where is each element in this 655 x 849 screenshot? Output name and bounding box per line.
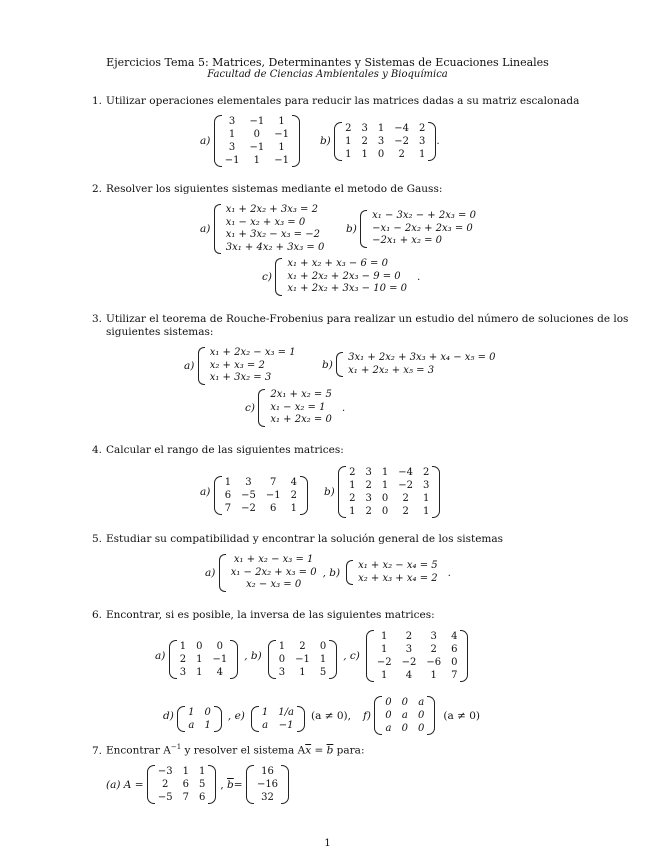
question-4-text: Calcular el rango de las siguientes matrices: [106, 444, 344, 456]
matrix-entry: 4 [405, 670, 413, 681]
matrix-entry: −1 [274, 155, 289, 166]
q7-system: (a) A = −3 1 1 2 6 5 −5 7 6 , $\overline{b}$ = 16 −16 32 [106, 765, 289, 804]
matrix-entry: 2 [179, 654, 187, 665]
matrix-entry: 1 [377, 122, 385, 134]
matrix-entry: 1 [381, 631, 388, 642]
equation: x₂ + x₃ + x₄ = 2 [358, 572, 438, 584]
question-4: 4. Calcular el rango de las siguientes matrices: [92, 444, 344, 456]
q3-system-c: c) 2x₁ + x₂ = 5 x₁ − x₂ = 1 x₁ + 2x₂ = 0 . [245, 389, 346, 425]
page-number: 1 [324, 838, 331, 849]
matrix-entry: 3 [430, 631, 437, 642]
q7-b-vector [246, 765, 289, 804]
question-5-text: Estudiar su compatibilidad y encontrar la solución general de los sistemas [106, 533, 504, 545]
matrix-entry: −2 [398, 480, 413, 491]
matrix-grid [155, 765, 209, 804]
q2-system-a: a) x₁ + 2x₂ + 3x₃ = 2 x₁ − x₂ + x₃ = 0 x₁ + 3x₂ − x₃ = −2 3x₁ + 4x₂ + 3x₃ = 0 [200, 204, 325, 253]
equation: x₁ + 3x₂ = 3 [209, 372, 272, 383]
q6-f-matrix [374, 696, 435, 735]
matrix-entry: −2 [401, 657, 417, 668]
matrix-entry: 1 [299, 667, 306, 678]
matrix-entry: 3 [228, 116, 236, 127]
matrix-entry: 1 [182, 766, 189, 777]
matrix-entry: a [401, 710, 408, 721]
matrix-entry: 6 [224, 489, 232, 501]
matrix-entry: 0 [278, 654, 286, 665]
matrix-entry: 2 [423, 467, 430, 478]
matrix-entry: −16 [256, 779, 279, 790]
matrix-entry: 0 [377, 148, 385, 160]
q6-b-matrix [268, 640, 338, 679]
equation: x₁ − x₂ = 1 [270, 401, 326, 413]
page-title: Ejercicios Tema 5: Matrices, Determinantes y Sistemas de Ecuaciones Lineales [106, 56, 549, 69]
question-1-text: Utilizar operaciones elementales para reducir las matrices dadas a su matriz escalonada [106, 95, 580, 107]
matrix-entry: 1 [196, 654, 203, 665]
matrix-entry: 1 [381, 670, 388, 681]
matrix-entry: 7 [451, 670, 458, 681]
q4-matrices: a) 1 3 7 4 6 −5 −1 2 7 −2 6 1 b) 2 3 1 −4 2 1 2 1 −2 3 2 3 0 2 1 1 2 0 2 1 [200, 466, 440, 518]
matrix-entry: 2 [299, 641, 306, 652]
q6-matrices-row-2: d) 1 0 a 1 , e) 1 1/a a −1 (a ≠ 0), f) 0 0 a 0 a 0 a 0 0 (a ≠ 0) [163, 697, 481, 734]
question-2-text: Resolver los siguientes sistemas mediante el metodo de Gauss: [106, 183, 443, 195]
matrix-entry: 2 [365, 506, 372, 517]
matrix-entry: −2 [241, 502, 256, 514]
matrix-entry: 3 [423, 480, 430, 491]
q2-system-c: c) x₁ + x₂ + x₃ − 6 = 0 x₁ + 2x₂ + 2x₃ − 9 = 0 x₁ + 2x₂ + 3x₃ − 10 = 0 . [262, 258, 421, 294]
matrix-entry: 1 [179, 641, 187, 652]
matrix-entry: 2 [365, 480, 372, 491]
matrix-entry: −1 [212, 654, 228, 665]
matrix-grid [185, 706, 214, 732]
equation-list [210, 347, 296, 385]
matrix-entry: 5 [198, 779, 206, 790]
matrix-entry: 2 [162, 779, 169, 790]
matrix-grid [276, 640, 330, 679]
matrix-entry: 1 [349, 480, 356, 491]
matrix-entry: 3 [365, 493, 372, 504]
matrix-entry: 1 [204, 720, 211, 731]
matrix-entry: 3 [377, 135, 385, 147]
matrix-grid [374, 630, 461, 682]
matrix-entry: −2 [394, 135, 409, 147]
matrix-entry: 4 [290, 476, 297, 488]
equation: x₁ + 2x₂ + x₅ = 3 [348, 364, 435, 376]
question-2: 2. Resolver los siguientes sistemas mediante el metodo de Gauss: [92, 183, 443, 195]
matrix-entry: 1 [290, 502, 297, 514]
matrix-entry: −5 [157, 792, 173, 803]
matrix-entry: 1 [228, 129, 236, 140]
matrix-entry: 0 [253, 129, 261, 140]
matrix-entry: −1 [249, 116, 265, 127]
q4-a-matrix [214, 476, 308, 515]
equation: x₁ + x₂ − x₃ = 1 [233, 554, 314, 565]
equation-list [358, 560, 438, 585]
matrix-entry: 1 [349, 506, 356, 517]
matrix-entry: 2 [361, 135, 368, 147]
matrix-entry: −5 [241, 489, 256, 501]
q1-b-matrix [334, 122, 436, 161]
matrix-entry: 6 [198, 792, 206, 803]
matrix-entry: 3 [365, 467, 372, 478]
matrix-entry: 0 [216, 641, 224, 652]
matrix-entry: 6 [451, 644, 458, 655]
question-5: 5. Estudiar su compatibilidad y encontrar la solución general de los sistemas [92, 533, 504, 545]
matrix-entry: 2 [398, 148, 405, 160]
matrix-entry: 7 [224, 502, 232, 514]
matrix-entry: 3 [228, 142, 236, 153]
question-3: 3. Utilizar el teorema de Rouche-Frobenius para realizar un estudio del número de soluciones de los [92, 313, 629, 325]
matrix-entry: 1 [278, 142, 285, 153]
matrix-entry: 1 [345, 148, 352, 160]
matrix-entry: 1 [319, 654, 327, 665]
matrix-entry: 2 [430, 644, 437, 655]
matrix-entry: 0 [451, 657, 458, 668]
equation: x₁ + 2x₂ + 3x₃ = 2 [225, 204, 318, 215]
q7-a-matrix [147, 765, 217, 804]
equation: x₁ + 3x₂ − x₃ = −2 [225, 229, 320, 240]
equation: −x₁ − 2x₂ + 2x₃ = 0 [372, 222, 473, 234]
matrix-grid [254, 765, 281, 804]
matrix-entry: 1 [278, 641, 286, 652]
matrix-entry: 0 [385, 710, 392, 721]
question-6-text: Encontrar, si es posible, la inversa de las siguientes matrices: [106, 609, 435, 621]
page-subtitle: Facultad de Ciencias Ambientales y Bioquímica [207, 69, 448, 80]
matrix-grid [259, 706, 297, 732]
equation-list [270, 389, 332, 427]
equation: x₂ − x₃ = 0 [246, 579, 302, 590]
matrix-entry: 1 [253, 155, 261, 166]
equation: x₁ + 2x₂ + 3x₃ − 10 = 0 [287, 283, 408, 294]
matrix-grid [177, 640, 231, 679]
matrix-entry: 0 [385, 697, 392, 708]
equation: 3x₁ + 2x₂ + 3x₃ + x₄ − x₅ = 0 [348, 352, 496, 363]
matrix-entry: 0 [418, 710, 425, 721]
matrix-entry: 7 [270, 476, 277, 488]
equation-list [231, 554, 317, 592]
matrix-entry: 3 [245, 476, 252, 488]
matrix-entry: 1 [261, 707, 269, 718]
question-3-text: Utilizar el teorema de Rouche-Frobenius para realizar un estudio del número de soluciones de los [106, 313, 629, 325]
matrix-entry: a [262, 720, 269, 731]
equation-list [287, 258, 407, 296]
matrix-entry: 1 [188, 707, 195, 718]
q6-e-matrix [251, 706, 305, 732]
matrix-entry: 3 [278, 667, 286, 678]
matrix-grid [382, 696, 427, 735]
matrix-entry: 6 [182, 779, 189, 790]
matrix-entry: 1 [278, 116, 285, 127]
matrix-entry: −1 [224, 155, 240, 166]
matrix-grid [222, 115, 292, 167]
matrix-entry: −1 [295, 654, 310, 665]
matrix-entry: 6 [270, 502, 277, 514]
q6-d-matrix [177, 706, 222, 732]
matrix-entry: 0 [401, 697, 409, 708]
equation: 2x₁ + x₂ = 5 [270, 389, 332, 400]
matrix-entry: 0 [401, 723, 409, 734]
q1-matrices: a) 3 −1 1 1 0 −1 3 −1 1 −1 1 −1 b) 2 3 1 −4 2 1 2 3 −2 3 1 1 0 2 1 . [200, 116, 440, 166]
matrix-entry: 2 [405, 631, 413, 642]
matrix-entry: a [418, 697, 425, 708]
q6-a-matrix [169, 640, 239, 679]
matrix-entry: 2 [402, 506, 409, 517]
matrix-entry: 1 [381, 644, 388, 655]
matrix-entry: 1 [419, 148, 426, 160]
matrix-entry: 1 [430, 670, 437, 681]
matrix-grid [346, 466, 432, 518]
question-3-text-2: siguientes sistemas: [106, 326, 214, 338]
matrix-grid [222, 476, 300, 515]
matrix-entry: −1 [274, 129, 289, 140]
matrix-entry: 2 [349, 493, 356, 504]
matrix-grid [342, 122, 428, 161]
matrix-entry: −4 [398, 467, 413, 478]
matrix-entry: 2 [290, 489, 297, 501]
equation: x₁ + x₂ − x₄ = 5 [358, 560, 438, 572]
matrix-entry: 5 [319, 667, 327, 678]
equation: x₁ − x₂ + x₃ = 0 [225, 216, 306, 228]
question-1: 1. Utilizar operaciones elementales para reducir las matrices dadas a su matriz escalonada [92, 95, 580, 107]
q3-system-a: a) x₁ + 2x₂ − x₃ = 1 x₂ + x₃ = 2 x₁ + 3x₂ = 3 [184, 347, 296, 383]
equation: x₂ + x₃ = 2 [209, 359, 265, 371]
q6-c-matrix [366, 630, 469, 682]
matrix-entry: 3 [405, 644, 413, 655]
equation: x₁ + 2x₂ = 0 [270, 414, 332, 425]
matrix-entry: 1 [423, 493, 430, 504]
matrix-entry: 1 [345, 135, 352, 147]
matrix-entry: 1 [196, 667, 203, 678]
q1-b-label: b) [319, 135, 331, 147]
matrix-entry: 0 [418, 723, 425, 734]
q2-system-b: b) x₁ − 3x₂ − + 2x₃ = 0 −x₁ − 2x₂ + 2x₃ = 0 −2x₁ + x₂ = 0 [346, 210, 476, 246]
matrix-entry: 0 [196, 641, 203, 652]
matrix-entry: −1 [249, 142, 265, 153]
matrix-entry: 7 [182, 792, 189, 803]
question-7: 7. Encontrar $A^{-1}$ y resolver el sistema $A\overline{x} = \overline{b}$ para: [92, 743, 365, 757]
matrix-entry: 0 [204, 707, 211, 718]
matrix-entry: −1 [278, 720, 294, 731]
equation: x₁ + 2x₂ − x₃ = 1 [209, 347, 296, 358]
equation: x₁ − 3x₂ − + 2x₃ = 0 [372, 210, 476, 221]
matrix-entry: 0 [319, 641, 327, 652]
q1-a-matrix [214, 115, 300, 167]
matrix-entry: 3 [361, 122, 368, 134]
matrix-entry: 2 [345, 122, 352, 134]
matrix-entry: 1 [224, 476, 232, 488]
matrix-entry: 4 [451, 631, 458, 642]
question-6: 6. Encontrar, si es posible, la inversa de las siguientes matrices: [92, 609, 435, 621]
equation: x₁ + x₂ + x₃ − 6 = 0 [287, 258, 388, 269]
q6-matrices-row-1: a) 1 0 0 2 1 −1 3 1 4 , b) 1 2 0 0 −1 1 3 1 5 , c) 1 2 3 4 1 3 2 6 −2 −2 −6 0 1 4 1 7 [155, 630, 468, 682]
equation-list [226, 204, 325, 254]
matrix-entry: −2 [376, 657, 392, 668]
matrix-entry: −1 [265, 489, 281, 501]
matrix-entry: −3 [157, 766, 173, 777]
matrix-entry: 1 [381, 467, 389, 478]
equation: −2x₁ + x₂ = 0 [372, 235, 443, 246]
equation: x₁ + 2x₂ + 2x₃ − 9 = 0 [287, 270, 401, 282]
equation-list [348, 352, 495, 377]
matrix-entry: 2 [402, 493, 409, 504]
matrix-entry: 2 [419, 122, 426, 134]
q4-b-matrix [338, 466, 440, 518]
matrix-entry: −6 [426, 657, 442, 668]
equation: 3x₁ + 4x₂ + 3x₃ = 0 [225, 241, 325, 253]
matrix-entry: 0 [381, 493, 389, 504]
q3-system-b: b) 3x₁ + 2x₂ + 3x₃ + x₄ − x₅ = 0 x₁ + 2x₂ + x₅ = 3 [322, 352, 496, 376]
matrix-entry: 4 [216, 667, 224, 678]
matrix-entry: 16 [261, 766, 274, 777]
q1-a-label: a) [200, 135, 211, 147]
matrix-entry: a [188, 720, 195, 731]
matrix-entry: 1 [361, 148, 368, 160]
matrix-entry: 3 [179, 667, 187, 678]
matrix-entry: 32 [261, 792, 274, 803]
matrix-entry: 1 [423, 506, 430, 517]
matrix-entry: 1/a [278, 707, 294, 718]
equation-list [372, 210, 476, 248]
matrix-entry: 3 [419, 135, 426, 147]
matrix-entry: 2 [349, 467, 356, 478]
matrix-entry: 0 [381, 506, 389, 517]
matrix-entry: −4 [394, 122, 409, 134]
matrix-entry: a [385, 723, 392, 734]
q5-systems: a) x₁ + x₂ − x₃ = 1 x₁ − 2x₂ + x₃ = 0 x₂ − x₃ = 0 , b) x₁ + x₂ − x₄ = 5 x₂ + x₃ + x₄ = 2 . [205, 554, 451, 590]
matrix-entry: 1 [198, 766, 206, 777]
equation: x₁ − 2x₂ + x₃ = 0 [230, 566, 317, 578]
matrix-entry: 1 [381, 480, 389, 491]
